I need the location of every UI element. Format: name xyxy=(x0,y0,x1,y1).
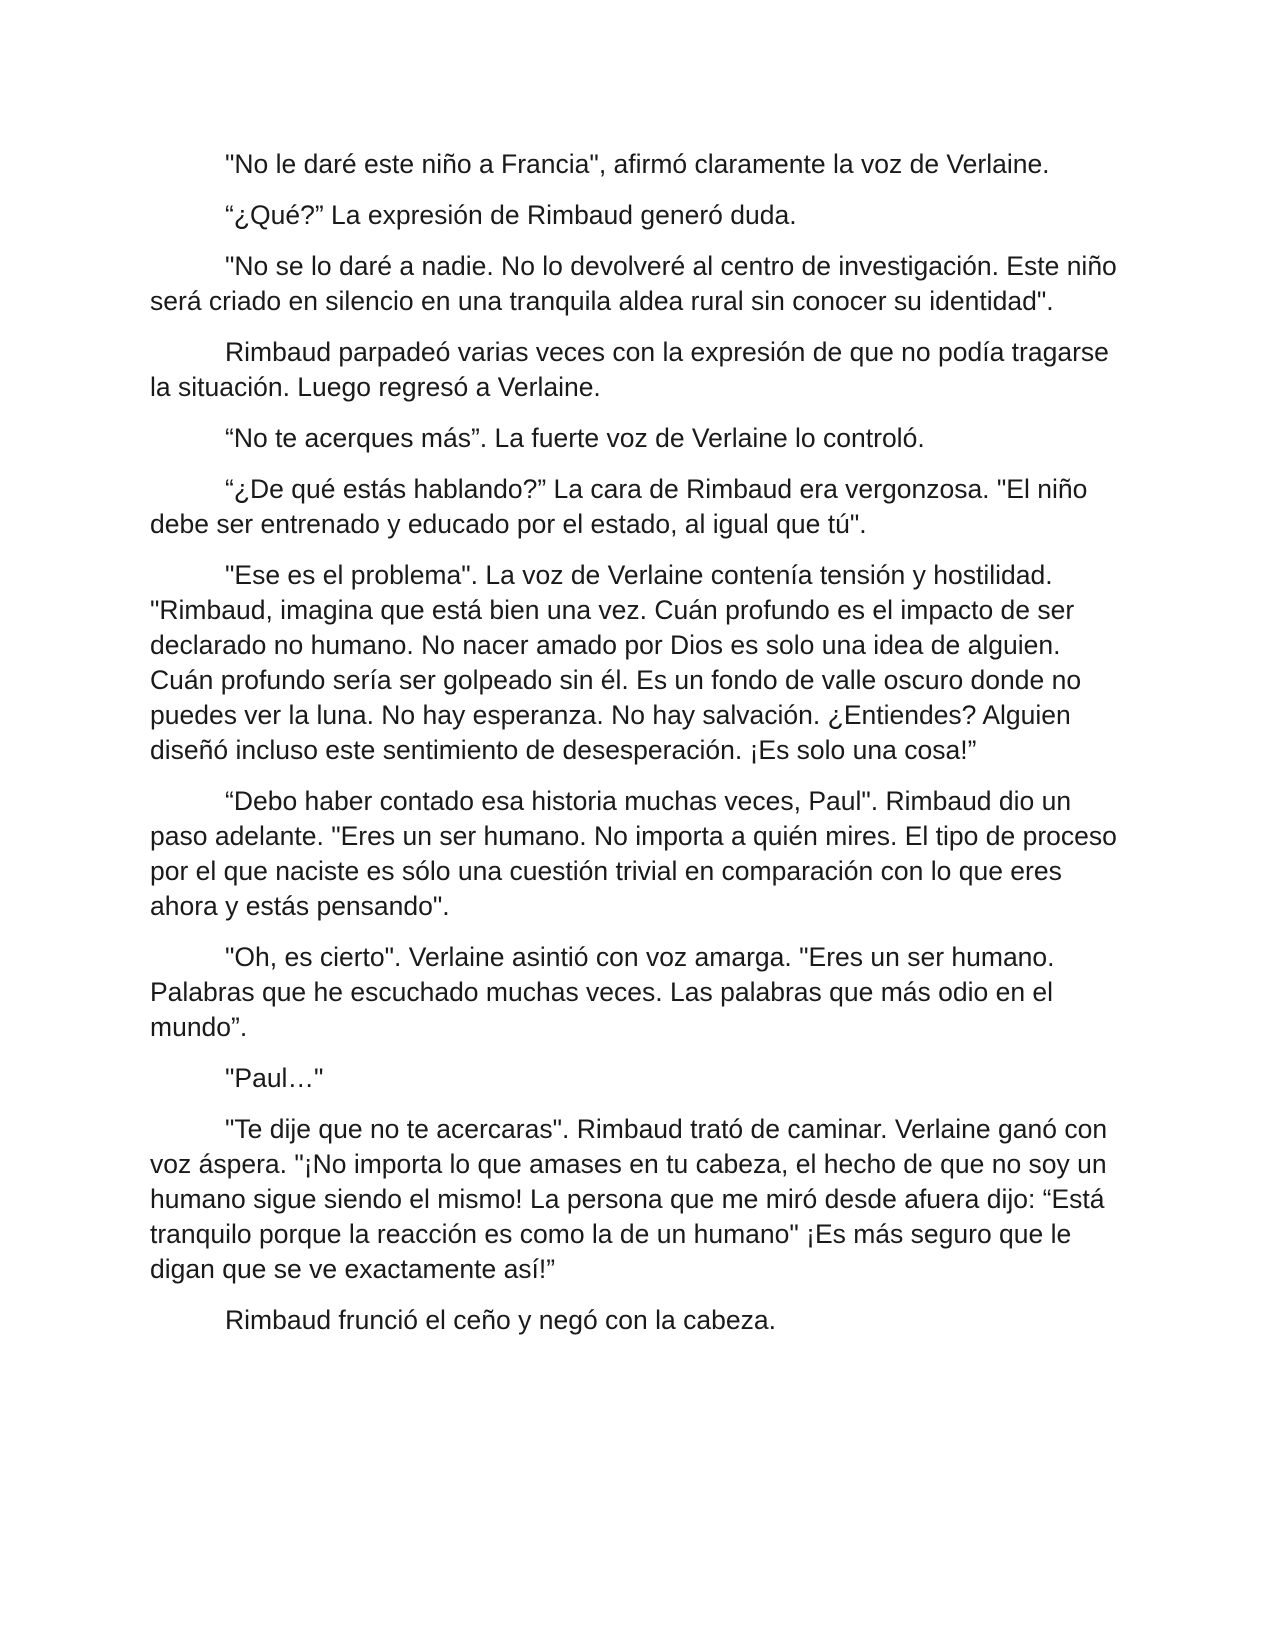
paragraph: "No le daré este niño a Francia", afirmó claramente la voz de Verlaine. xyxy=(225,149,1050,179)
paragraph: “No te acerques más”. La fuerte voz de Verlaine lo controló. xyxy=(225,423,925,453)
paragraph: "Oh, es cierto". Verlaine asintió con voz amarga. "Eres un ser humano. Palabras que he escuchado muchas veces. Las palabras que más odio en el mundo”. xyxy=(150,942,1055,1042)
paragraph: "Paul…" xyxy=(225,1063,324,1093)
paragraph: "No se lo daré a nadie. No lo devolveré al centro de investigación. Este niño será criado en silencio en una tranquila aldea rural sin conocer su identidad". xyxy=(150,251,1117,316)
paragraph: "Te dije que no te acercaras". Rimbaud trató de caminar. Verlaine ganó con voz áspera. "¡No importa lo que amases en tu cabeza, el hecho de que no soy un humano sigue siendo el mismo! La persona que me miró desde afuera dijo: “Está tranquilo porque la reacción es como la de un humano" ¡Es más seguro que le digan que se ve exactamente así!” xyxy=(150,1114,1108,1284)
paragraph: Rimbaud frunció el ceño y negó con la cabeza. xyxy=(225,1305,776,1335)
paragraph: "Ese es el problema". La voz de Verlaine contenía tensión y hostilidad. "Rimbaud, imagina que está bien una vez. Cuán profundo es el impacto de ser declarado no humano. No nacer amado por Dios es solo una idea de alguien. Cuán profundo sería ser golpeado sin él. Es un fondo de valle oscuro donde no puedes ver la luna. No hay esperanza. No hay salvación. ¿Entiendes? Alguien diseñó incluso este sentimiento de desesperación. ¡Es solo una cosa!” xyxy=(150,560,1082,765)
body-text xyxy=(150,147,1125,1354)
paragraph: “Debo haber contado esa historia muchas veces, Paul". Rimbaud dio un paso adelante. "Eres un ser humano. No importa a quién mires. El tipo de proceso por el que naciste es sólo una cuestión trivial en comparación con lo que eres ahora y estás pensando". xyxy=(150,786,1117,921)
paragraph: Rimbaud parpadeó varias veces con la expresión de que no podía tragarse la situación. Luego regresó a Verlaine. xyxy=(150,337,1109,402)
paragraph: “¿De qué estás hablando?” La cara de Rimbaud era vergonzosa. "El niño debe ser entrenado y educado por el estado, al igual que tú". xyxy=(150,474,1088,539)
paragraph: “¿Qué?” La expresión de Rimbaud generó duda. xyxy=(225,200,797,230)
